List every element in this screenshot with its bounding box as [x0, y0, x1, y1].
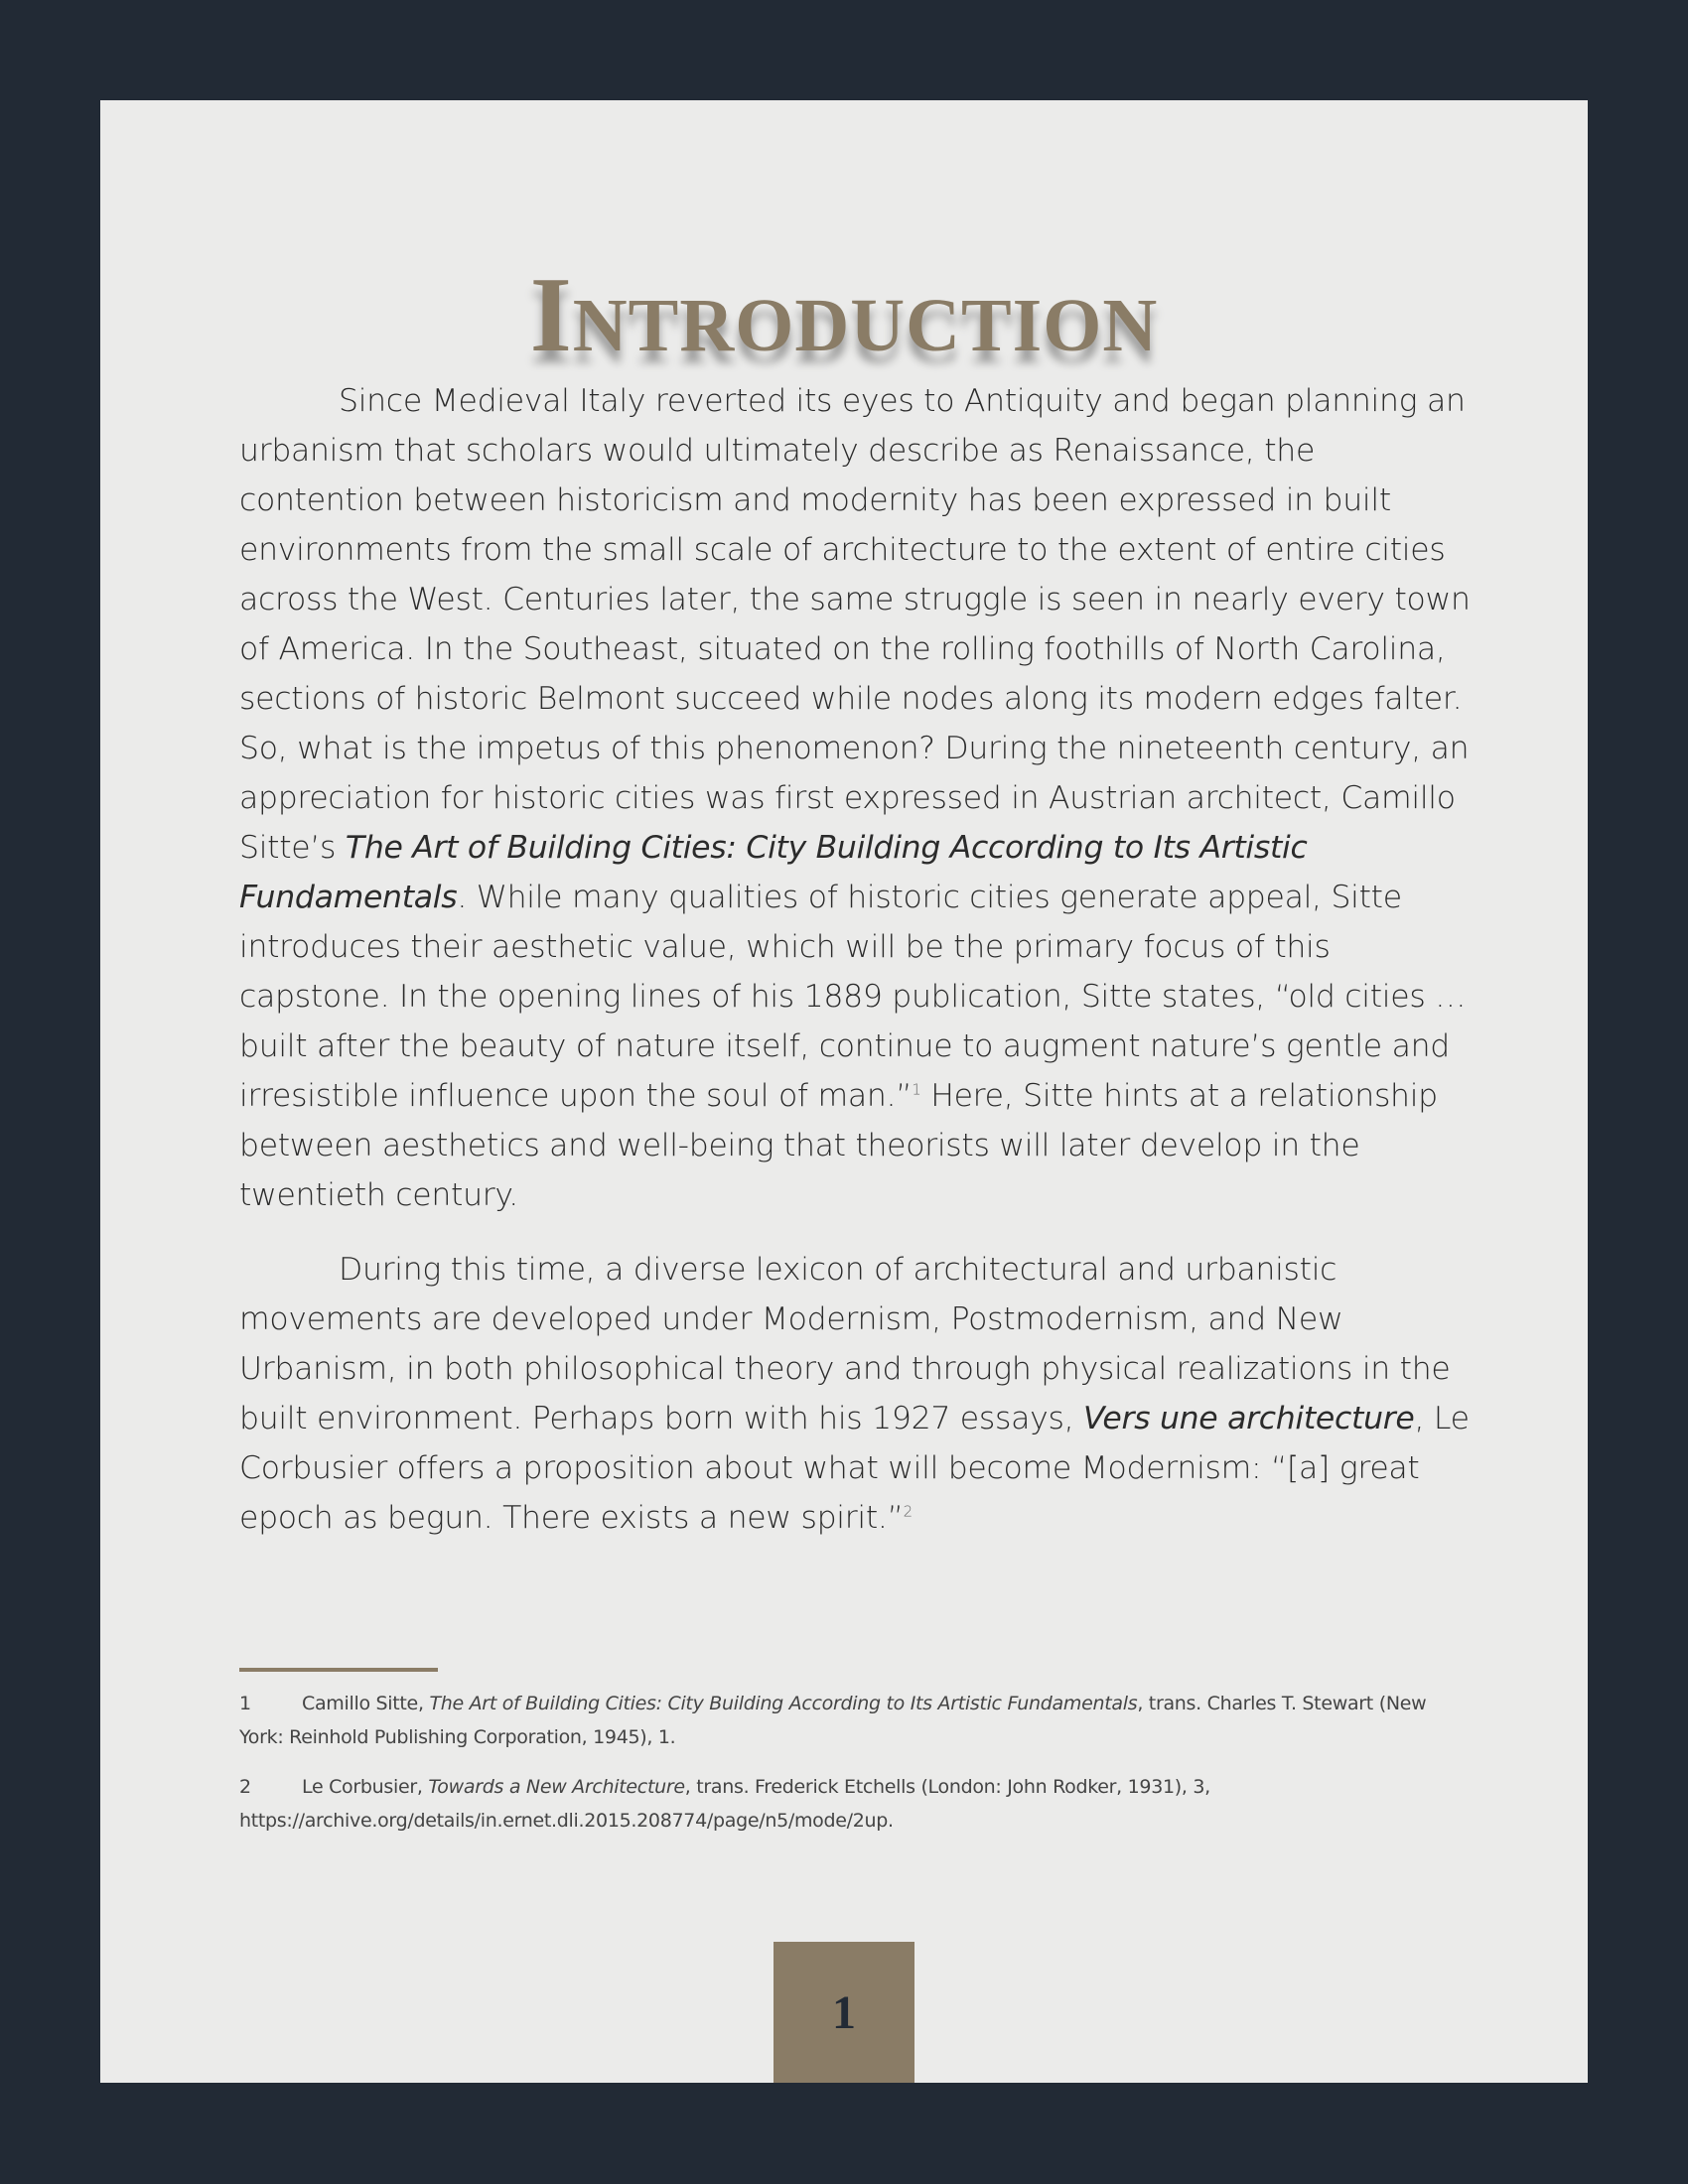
text-run: During this time, a diverse lexicon of architectural and urbanistic movements are developed under Modernism, Postmodernism, and New Urbanism, in both philosophical theory and through physical realizations in the built environment. Perhaps born with his 1927 essays, [239, 1252, 1451, 1436]
footnote-text [239, 1776, 1210, 1832]
footnote-divider [239, 1668, 438, 1672]
italic-text: The Art of Building Cities: City Building According to Its Artistic Fundamentals [429, 1693, 1138, 1714]
text-run: , trans. Frederick Etchells (London: John Rodker, 1931), 3, https://archive.org/details/in.ernet.dli.2015.208774/page/n5/mode/2up. [239, 1776, 1210, 1832]
italic-text: The Art of Building Cities: City Building According to Its Artistic Fundamentals [239, 830, 1308, 915]
footnote-2 [239, 1770, 1471, 1838]
italic-text: Vers une architecture [1083, 1401, 1415, 1436]
text-run: . While many qualities of historic cities generate appeal, Sitte introduces their aesthetic value, which will be the primary focus of this capstone. In the opening lines of his 1889 publication, Sitte states, “old cities … built after the beauty of nature itself, continue to augment nature’s gentle and irresistible influence upon the soul of man.” [239, 880, 1467, 1114]
footnote-1 [239, 1687, 1471, 1754]
paragraph-2 [239, 1245, 1471, 1543]
footnotes [239, 1687, 1471, 1853]
footnote-reference: 1 [912, 1080, 921, 1099]
footnote-text [239, 1693, 1426, 1748]
footnote-reference: 2 [903, 1502, 913, 1521]
text-run: Here, Sitte hints at a relationship between aesthetics and well-being that theorists will later develop in the twentieth century. [239, 1078, 1438, 1213]
footnote-number: 2 [239, 1776, 251, 1798]
text-run: Le Corbusier, [302, 1776, 429, 1798]
italic-text: Towards a New Architecture [428, 1776, 685, 1798]
document-page [100, 100, 1588, 2083]
page-title: Introduction [529, 256, 1159, 375]
body-text [239, 376, 1471, 1568]
text-run: , trans. Charles T. Stewart (New York: Reinhold Publishing Corporation, 1945), 1. [239, 1693, 1427, 1748]
paragraph-1 [239, 376, 1471, 1220]
text-run: Camillo Sitte, [302, 1693, 430, 1714]
text-run: Since Medieval Italy reverted its eyes to Antiquity and began planning an urbanism that scholars would ultimately describe as Renaissance, the contention between historicism and modernity has been expressed in built environments from the small scale of architecture to the extent of entire cities across the West. Centuries later, the same struggle is seen in nearly every town of America. In the Southeast, situated on the rolling foothills of North Carolina, sections of historic Belmont succeed while nodes along its modern edges falter. So, what is the impetus of this phenomenon? During the nineteenth century, an appreciation for historic cities was first expressed in Austrian architect, Camillo Sitte’s [239, 383, 1471, 866]
page-number: 1 [832, 1985, 856, 2039]
footnote-number: 1 [239, 1693, 251, 1714]
page-number-badge [774, 1942, 914, 2083]
text-run: , Le Corbusier offers a proposition about what will become Modernism: “[a] great epoch as begun. There exists a new spirit.” [239, 1401, 1470, 1536]
